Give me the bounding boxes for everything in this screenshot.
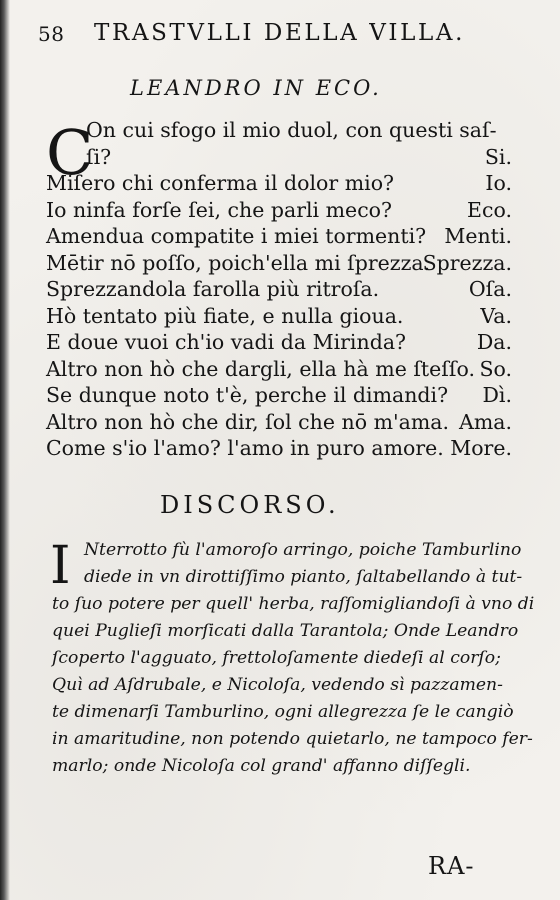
prose-paragraph [50, 536, 535, 783]
verse-line [46, 436, 512, 463]
verse-line [46, 357, 512, 384]
drop-cap-i: I [50, 536, 71, 596]
echo-reply: Va. [480, 303, 512, 328]
prose-line [52, 594, 535, 621]
drop-cap-c: C [46, 116, 94, 189]
prose-line [52, 729, 533, 756]
prose-line [52, 621, 519, 648]
echo-reply: Da. [476, 330, 512, 354]
echo-reply: So. [479, 356, 512, 381]
verse-line [46, 171, 512, 198]
section-heading: DISCORSO. [160, 491, 340, 519]
verse-text: Hò tentato più fiate, e nulla gioua. [46, 303, 404, 328]
verse-text: Sprezzandola farolla più ritroſa. [46, 277, 380, 301]
prose-line [52, 675, 512, 702]
verse-text: E doue vuoi ch'io vadi da Mirinda? [46, 330, 407, 354]
echo-reply: Oſa. [468, 277, 512, 301]
catchword: RA- [428, 852, 475, 880]
verse-text: Altro non hò che dargli, ella hà me ſteſſo. [46, 356, 475, 381]
verse-line [46, 224, 512, 251]
prose-line-text: Quì ad Aſdrubale, e Nicoloſa, vedendo sì pazzamen- [52, 675, 503, 695]
prose-line-text: in amaritudine, non potendo quietarlo, ne tampoco fer- [52, 729, 533, 749]
verse-line [46, 383, 512, 410]
verse-line [46, 118, 512, 145]
echo-reply: More. [450, 436, 512, 460]
prose-line-text: quei Puglieſi morſicati dalla Tarantola; Onde Leandro [52, 621, 519, 641]
running-title: TRASTVLLI DELLA VILLA. [94, 20, 465, 46]
echo-reply: Eco. [467, 197, 512, 222]
prose-line [52, 540, 522, 567]
verse-line [46, 304, 512, 331]
prose-line-text: to ſuo potere per quell' herba, raſſomigliandoſi à vno di [52, 594, 535, 614]
page-header [38, 20, 478, 50]
verse-line [46, 198, 512, 225]
poem-title: LEANDRO IN ECO. [130, 76, 382, 100]
echo-reply: Menti. [444, 224, 512, 248]
verse-line [46, 145, 512, 172]
prose-line-text: marlo; onde Nicoloſa col grand' affanno diſſegli. [52, 756, 471, 776]
verse-line [46, 251, 512, 278]
echo-reply: Dì. [482, 383, 512, 407]
prose-line [52, 702, 512, 729]
binding-shadow [0, 0, 10, 900]
verse-line [46, 277, 512, 304]
echo-reply: Sprezza. [422, 250, 512, 275]
prose-line [52, 648, 512, 675]
prose-line-text: Nterrotto fù l'amoroſo arringo, poiche Tamburlino [84, 540, 522, 560]
prose-line-text: diede in vn dirottiſſimo pianto, ſaltabellando à tut- [84, 567, 523, 587]
prose-line-text: te dimenarſi Tamburlino, ogni allegrezza ſe le cangiò [52, 702, 514, 722]
prose-line [52, 567, 523, 594]
poem-verses [46, 118, 512, 463]
verse-text: Amendua compatite i miei tormenti? [46, 224, 427, 248]
verse-line [46, 330, 512, 357]
verse-text: On cui sfogo il mio duol, con questi saſ- [86, 118, 497, 142]
prose-line-text: ſcoperto l'agguato, frettoloſamente diedeſi al corſo; [52, 648, 501, 668]
verse-text: Miſero chi conferma il dolor mio? [46, 171, 395, 195]
prose-line [52, 756, 512, 783]
verse-text: Altro non hò che dir, ſol che nō m'ama. [46, 409, 450, 434]
verse-text: Se dunque noto t'è, perche il dimandi? [46, 383, 449, 407]
verse-text: Io ninfa forſe ſei, che parli meco? [46, 197, 393, 222]
echo-reply: Ama. [459, 409, 512, 434]
verse-text: Come s'io l'amo? l'amo in puro amore. [46, 436, 444, 460]
page-number: 58 [38, 22, 65, 46]
verse-line [46, 410, 512, 437]
verse-text: Mētir nō poſſo, poich'ella mi ſprezza. [46, 250, 431, 275]
echo-reply: Si. [484, 144, 512, 169]
echo-reply: Io. [485, 171, 512, 195]
verse-text: ſi? [86, 144, 112, 169]
